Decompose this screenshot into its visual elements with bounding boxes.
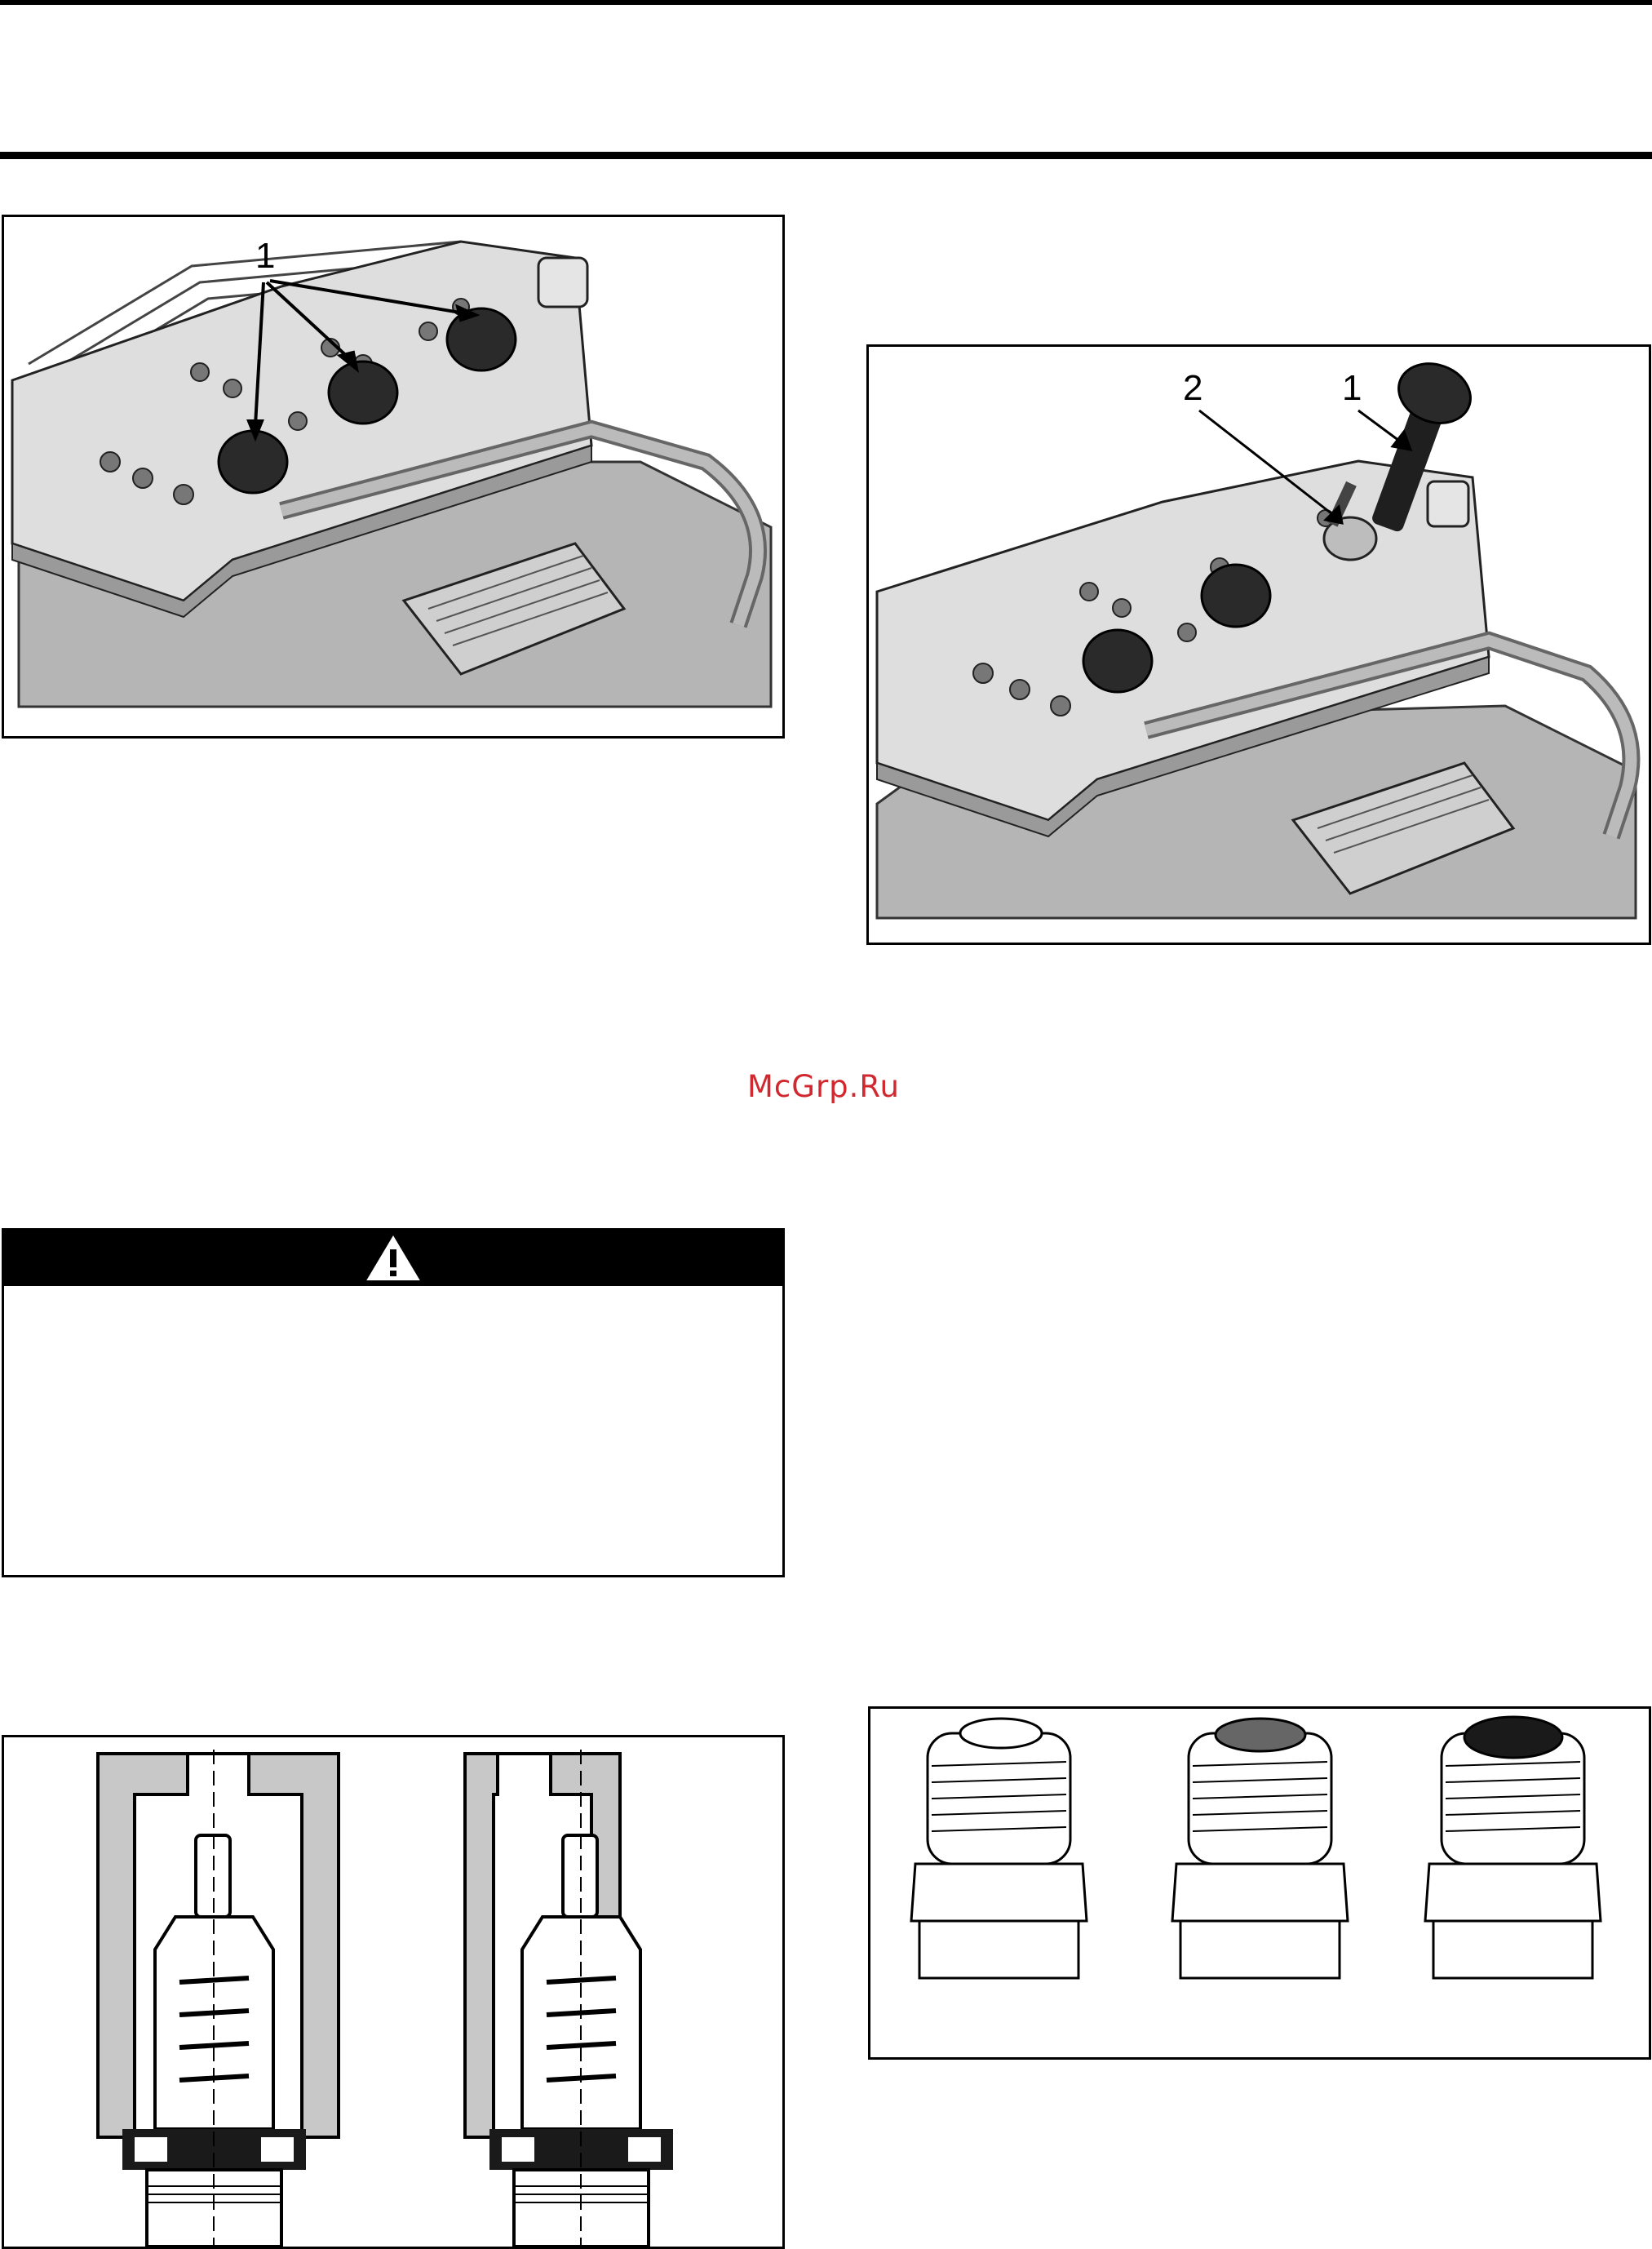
figure-engine-coils <box>2 215 785 739</box>
warning-box <box>2 1228 785 1577</box>
spark-plug-conditions-illustration <box>870 1709 1649 2057</box>
spark-plug-fouled <box>1425 1717 1601 1978</box>
callout-1: 1 <box>255 236 276 276</box>
coil-removal-illustration <box>869 347 1649 943</box>
warning-triangle-icon <box>365 1235 421 1282</box>
figure-spark-plug-conditions <box>868 1706 1651 2060</box>
spark-plug-deposits <box>1172 1719 1348 1978</box>
top-rule <box>0 0 1652 5</box>
header-rule <box>0 152 1652 159</box>
figure-coil-removal <box>866 344 1651 945</box>
engine-coils-illustration <box>4 217 782 736</box>
callout-2: 2 <box>1183 368 1203 408</box>
warning-header-bar <box>4 1231 782 1286</box>
spark-plug-normal <box>911 1719 1087 1978</box>
callout-1: 1 <box>1342 368 1362 408</box>
figure-spark-plug-socket <box>2 1735 785 2249</box>
spark-plug-socket-illustration <box>4 1737 782 2247</box>
watermark: McGrp.Ru <box>747 1069 900 1104</box>
